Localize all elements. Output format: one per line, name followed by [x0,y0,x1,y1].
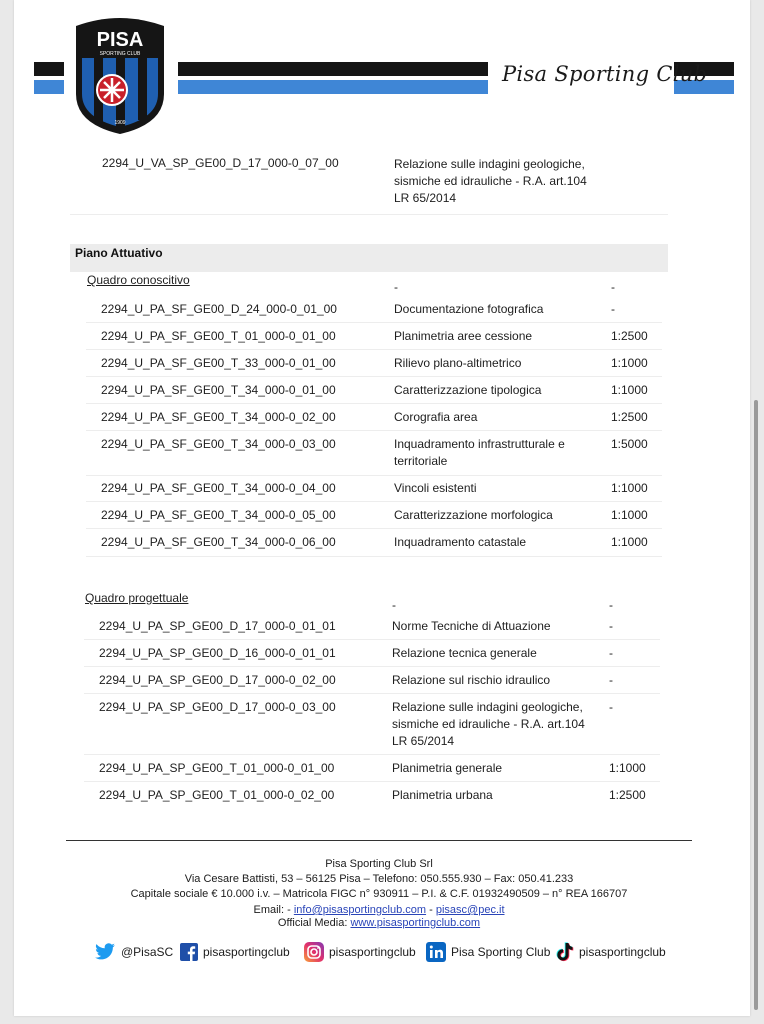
footer-email-line [66,903,692,917]
social-instagram[interactable] [304,941,416,963]
footer-capital: Capitale sociale € 10.000 i.v. – Matricola FIGC n° 930911 – P.I. & C.F. 01932490509 – n° REA 166707 [130,888,628,900]
social-tiktok[interactable] [556,941,666,963]
linkedin-icon [426,942,446,962]
row-separator [84,781,660,782]
row-desc: Relazione sulle indagini geologiche, sismiche ed idrauliche - R.A. art.104 LR 65/2014 [392,700,585,748]
conoscitivo-header-desc: - [394,280,398,294]
row-code: 2294_U_PA_SF_GE00_D_24_000-0_01_00 [101,302,337,316]
social-facebook[interactable] [180,941,290,963]
row-separator [86,403,662,404]
row-desc: Caratterizzazione morfologica [394,508,553,522]
row-scale: - [609,619,613,633]
row-separator [86,430,662,431]
row-separator [86,376,662,377]
row-scale: 1:1000 [609,761,646,775]
row-desc: Corografia area [394,410,478,424]
section-title: Piano Attuativo [75,246,163,260]
logo-sub: SPORTING CLUB [99,51,141,57]
pec-link[interactable]: pisasc@pec.it [435,904,505,916]
scrollbar[interactable] [754,400,758,1010]
row-code: 2294_U_PA_SF_GE00_T_33_000-0_01_00 [101,356,336,370]
row-desc: Norme Tecniche di Attuazione [392,619,551,633]
social-label: pisasportingclub [203,945,290,959]
row-scale: 1:2500 [611,329,648,343]
tiktok-icon [556,942,574,962]
top-entry-code: 2294_U_VA_SP_GE00_D_17_000-0_07_00 [102,156,339,170]
row-separator [86,556,662,557]
row-desc: Rilievo plano-altimetrico [394,356,522,370]
row-code: 2294_U_PA_SF_GE00_T_34_000-0_03_00 [101,437,336,451]
row-desc: Inquadramento infrastrutturale e territoriale [394,437,565,468]
row-separator [70,214,668,215]
header-stripe-mid-blue [178,80,488,94]
logo-year: 1909 [114,120,126,126]
row-code: 2294_U_PA_SP_GE00_T_01_000-0_01_00 [99,761,335,775]
row-scale: 1:1000 [611,383,648,397]
row-scale: 1:5000 [611,437,648,451]
row-desc: Planimetria generale [392,761,503,775]
row-desc: Planimetria urbana [392,788,493,802]
row-desc: Relazione sul rischio idraulico [392,673,551,687]
row-desc: Caratterizzazione tipologica [394,383,542,397]
footer-address: Via Cesare Battisti, 53 – 56125 Pisa – Telefono: 050.555.930 – Fax: 050.41.233 [184,873,574,885]
row-scale: 1:1000 [611,508,648,522]
header-stripe-left-black [34,62,64,76]
header-stripe-mid-black [178,62,488,76]
row-separator [86,322,662,323]
row-code: 2294_U_PA_SF_GE00_T_34_000-0_04_00 [101,481,336,495]
logo-name: PISA [96,29,144,51]
conoscitivo-header-scale: - [611,280,615,294]
row-separator [84,754,660,755]
social-twitter[interactable] [94,941,173,963]
twitter-icon [94,943,116,961]
instagram-icon [304,942,324,962]
footer-divider [66,840,692,841]
row-separator [86,349,662,350]
footer-media-line [66,916,692,930]
social-label: pisasportingclub [579,945,666,959]
row-separator [84,639,660,640]
row-separator [84,693,660,694]
row-separator [86,501,662,502]
row-scale: 1:2500 [611,410,648,424]
progettuale-header-desc: - [392,598,396,612]
website-link[interactable]: www.pisasportingclub.com [350,917,481,929]
row-scale: - [609,646,613,660]
brand-name: Pisa Sporting Club [502,62,708,86]
row-code: 2294_U_PA_SF_GE00_T_34_000-0_02_00 [101,410,336,424]
social-linkedin[interactable] [426,941,550,963]
row-separator [84,666,660,667]
row-code: 2294_U_PA_SP_GE00_D_17_000-0_03_00 [99,700,336,714]
row-scale: 1:1000 [611,535,648,549]
top-entry-description: Relazione sulle indagini geologiche, sismiche ed idrauliche - R.A. art.104 LR 65/2014 [394,157,587,205]
conoscitivo-title: Quadro conoscitivo [87,273,190,287]
row-separator [86,528,662,529]
row-scale: 1:2500 [609,788,646,802]
row-desc: Inquadramento catastale [394,535,527,549]
progettuale-title: Quadro progettuale [85,591,189,605]
header-stripe-left-blue [34,80,64,94]
row-desc: Vincoli esistenti [394,481,477,495]
footer-company: Pisa Sporting Club Srl [325,858,433,870]
row-scale: - [609,700,613,714]
progettuale-header-scale: - [609,598,613,612]
row-scale: 1:1000 [611,356,648,370]
email-separator: - [429,904,433,916]
row-scale: - [611,302,615,316]
row-desc: Documentazione fotografica [394,302,544,316]
row-code: 2294_U_PA_SF_GE00_T_01_000-0_01_00 [101,329,336,343]
row-desc: Relazione tecnica generale [392,646,537,660]
row-code: 2294_U_PA_SF_GE00_T_34_000-0_05_00 [101,508,336,522]
row-code: 2294_U_PA_SP_GE00_D_17_000-0_02_00 [99,673,336,687]
social-label: @PisaSC [121,945,174,959]
email-link[interactable]: info@pisasportingclub.com [293,904,427,916]
row-code: 2294_U_PA_SP_GE00_D_16_000-0_01_01 [99,646,336,660]
row-code: 2294_U_PA_SF_GE00_T_34_000-0_01_00 [101,383,336,397]
facebook-icon [180,943,198,961]
row-separator [86,475,662,476]
row-desc: Planimetria aree cessione [394,329,533,343]
social-label: pisasportingclub [329,945,416,959]
row-scale: - [609,673,613,687]
row-code: 2294_U_PA_SF_GE00_T_34_000-0_06_00 [101,535,336,549]
email-label: Email: - [253,904,291,916]
row-code: 2294_U_PA_SP_GE00_D_17_000-0_01_01 [99,619,336,633]
social-label: Pisa Sporting Club [451,945,551,959]
club-logo [72,16,168,136]
row-code: 2294_U_PA_SP_GE00_T_01_000-0_02_00 [99,788,335,802]
media-label: Official Media: [277,917,348,929]
row-scale: 1:1000 [611,481,648,495]
